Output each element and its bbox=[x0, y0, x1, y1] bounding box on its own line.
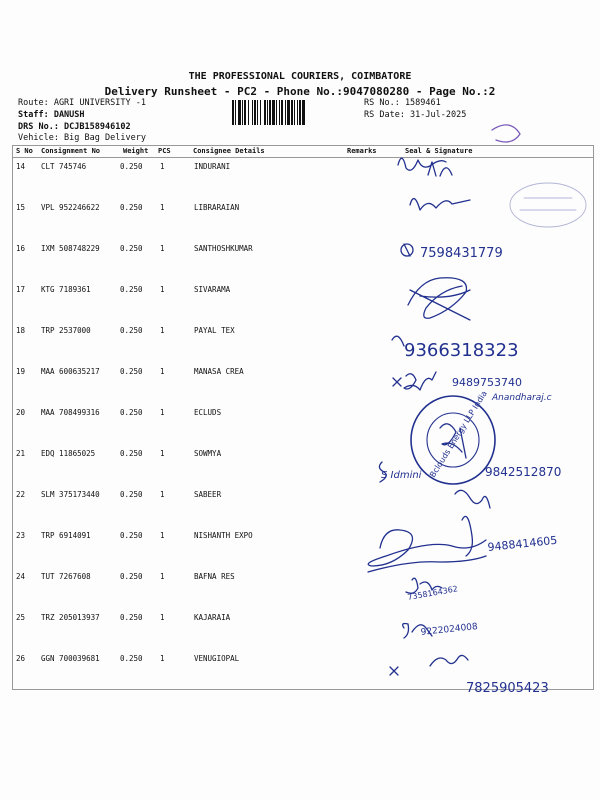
col-sno: S No bbox=[16, 147, 33, 155]
col-signature: Seal & Signature bbox=[405, 147, 473, 155]
cell-pcs: 1 bbox=[160, 449, 165, 458]
cell-consignee: KAJARAIA bbox=[194, 613, 231, 622]
table-row bbox=[13, 651, 593, 692]
table-row bbox=[13, 364, 593, 405]
cell-weight: 0.250 bbox=[120, 490, 143, 499]
cell-sno: 16 bbox=[16, 244, 26, 253]
hw-phone-23: 9488414605 bbox=[486, 533, 558, 554]
table-row bbox=[13, 610, 593, 651]
cell-consignment: GGN 700039681 bbox=[41, 654, 100, 663]
cell-consignment: EDQ 11865025 bbox=[41, 449, 96, 458]
cell-consignment: VPL 952246622 bbox=[41, 203, 100, 212]
cell-pcs: 1 bbox=[160, 531, 165, 540]
cell-weight: 0.250 bbox=[120, 408, 143, 417]
cell-consignee: SIVARAMA bbox=[194, 285, 231, 294]
table-row bbox=[13, 282, 593, 323]
cell-pcs: 1 bbox=[160, 285, 165, 294]
cell-sno: 25 bbox=[16, 613, 26, 622]
hw-phone-24: 7358164362 bbox=[406, 584, 459, 602]
cell-sno: 26 bbox=[16, 654, 26, 663]
cell-pcs: 1 bbox=[160, 203, 165, 212]
cell-consignment: SLM 375173440 bbox=[41, 490, 100, 499]
cell-weight: 0.250 bbox=[120, 613, 143, 622]
cell-consignee: SABEER bbox=[194, 490, 222, 499]
table-row bbox=[13, 159, 593, 200]
cell-weight: 0.250 bbox=[120, 203, 143, 212]
cell-consignment: CLT 745746 bbox=[41, 162, 87, 171]
cell-weight: 0.250 bbox=[120, 285, 143, 294]
cell-pcs: 1 bbox=[160, 613, 165, 622]
cell-consignee: MANASA CREA bbox=[194, 367, 244, 376]
cell-sno: 15 bbox=[16, 203, 26, 212]
cell-sno: 19 bbox=[16, 367, 26, 376]
hw-phone-18: 9366318323 bbox=[404, 340, 519, 361]
cell-consignee: LIBRARAIAN bbox=[194, 203, 240, 212]
cell-consignment: MAA 600635217 bbox=[41, 367, 100, 376]
cell-sno: 20 bbox=[16, 408, 26, 417]
hw-phone-25: 9222024008 bbox=[420, 622, 479, 638]
cell-consignment: TRZ 205013937 bbox=[41, 613, 100, 622]
barcode bbox=[232, 100, 358, 125]
cell-consignee: VENUGIOPAL bbox=[194, 654, 240, 663]
cell-consignee: ECLUDS bbox=[194, 408, 222, 417]
hw-name-21: S Idmini bbox=[381, 470, 422, 481]
table-row bbox=[13, 569, 593, 610]
cell-sno: 14 bbox=[16, 162, 26, 171]
cell-sno: 24 bbox=[16, 572, 26, 581]
col-remarks: Remarks bbox=[347, 147, 377, 155]
cell-consignee: SOWMYA bbox=[194, 449, 222, 458]
cell-pcs: 1 bbox=[160, 654, 165, 663]
hw-name-19: Anandharaj.c bbox=[492, 393, 552, 403]
runsheet-table bbox=[12, 145, 594, 690]
cell-pcs: 1 bbox=[160, 326, 165, 335]
cell-weight: 0.250 bbox=[120, 162, 143, 171]
cell-pcs: 1 bbox=[160, 408, 165, 417]
table-header bbox=[13, 146, 593, 158]
col-consignee: Consignee Details bbox=[193, 147, 265, 155]
cell-sno: 21 bbox=[16, 449, 26, 458]
col-weight: Weight bbox=[123, 147, 149, 155]
rs-date: RS Date: 31-Jul-2025 bbox=[364, 110, 467, 120]
cell-weight: 0.250 bbox=[120, 244, 143, 253]
company-title: THE PROFESSIONAL COURIERS, COIMBATORE bbox=[188, 71, 412, 82]
cell-consignment: KTG 7189361 bbox=[41, 285, 91, 294]
col-pcs: PCS bbox=[158, 147, 171, 155]
table-row bbox=[13, 487, 593, 528]
cell-weight: 0.250 bbox=[120, 654, 143, 663]
table-row bbox=[13, 528, 593, 569]
cell-weight: 0.250 bbox=[120, 572, 143, 581]
cell-consignee: NISHANTH EXPO bbox=[194, 531, 253, 540]
cell-pcs: 1 bbox=[160, 490, 165, 499]
hw-phone-21: 9842512870 bbox=[485, 465, 562, 479]
cell-pcs: 1 bbox=[160, 162, 165, 171]
cell-weight: 0.250 bbox=[120, 449, 143, 458]
cell-consignment: TRP 6914091 bbox=[41, 531, 91, 540]
vehicle-label: Vehicle: Big Bag Delivery bbox=[18, 133, 146, 143]
hw-phone-26: 7825905423 bbox=[466, 681, 549, 696]
hw-stamp-text: Bclouds Energy LLP India bbox=[428, 389, 489, 480]
cell-weight: 0.250 bbox=[120, 326, 143, 335]
cell-sno: 23 bbox=[16, 531, 26, 540]
hw-phone-19: 9489753740 bbox=[452, 376, 522, 389]
table-row bbox=[13, 405, 593, 446]
runsheet-subtitle: Delivery Runsheet - PC2 - Phone No.:9047080280 - Page No.:2 bbox=[104, 85, 496, 98]
cell-weight: 0.250 bbox=[120, 367, 143, 376]
cell-consignee: INDURANI bbox=[194, 162, 231, 171]
cell-pcs: 1 bbox=[160, 244, 165, 253]
col-consignment: Consignment No bbox=[41, 147, 101, 155]
cell-consignment: TRP 2537000 bbox=[41, 326, 91, 335]
cell-consignee: PAYAL TEX bbox=[194, 326, 235, 335]
cell-sno: 22 bbox=[16, 490, 26, 499]
route-label: Route: AGRI UNIVERSITY -1 bbox=[18, 98, 146, 108]
table-row bbox=[13, 200, 593, 241]
table-row bbox=[13, 241, 593, 282]
cell-weight: 0.250 bbox=[120, 531, 143, 540]
cell-consignment: TUT 7267608 bbox=[41, 572, 91, 581]
cell-pcs: 1 bbox=[160, 367, 165, 376]
hw-phone-16: 7598431779 bbox=[420, 246, 503, 261]
cell-consignee: SANTHOSHKUMAR bbox=[194, 244, 253, 253]
cell-sno: 18 bbox=[16, 326, 26, 335]
cell-consignment: MAA 708499316 bbox=[41, 408, 100, 417]
cell-consignee: BAFNA RES bbox=[194, 572, 235, 581]
cell-pcs: 1 bbox=[160, 572, 165, 581]
drs-number: DRS No.: DCJB158946102 bbox=[18, 122, 131, 132]
cell-consignment: IXM 508748229 bbox=[41, 244, 100, 253]
cell-sno: 17 bbox=[16, 285, 26, 294]
table-row bbox=[13, 446, 593, 487]
rs-number: RS No.: 1589461 bbox=[364, 98, 441, 108]
staff-label: Staff: DANUSH bbox=[18, 110, 85, 120]
table-row bbox=[13, 323, 593, 364]
